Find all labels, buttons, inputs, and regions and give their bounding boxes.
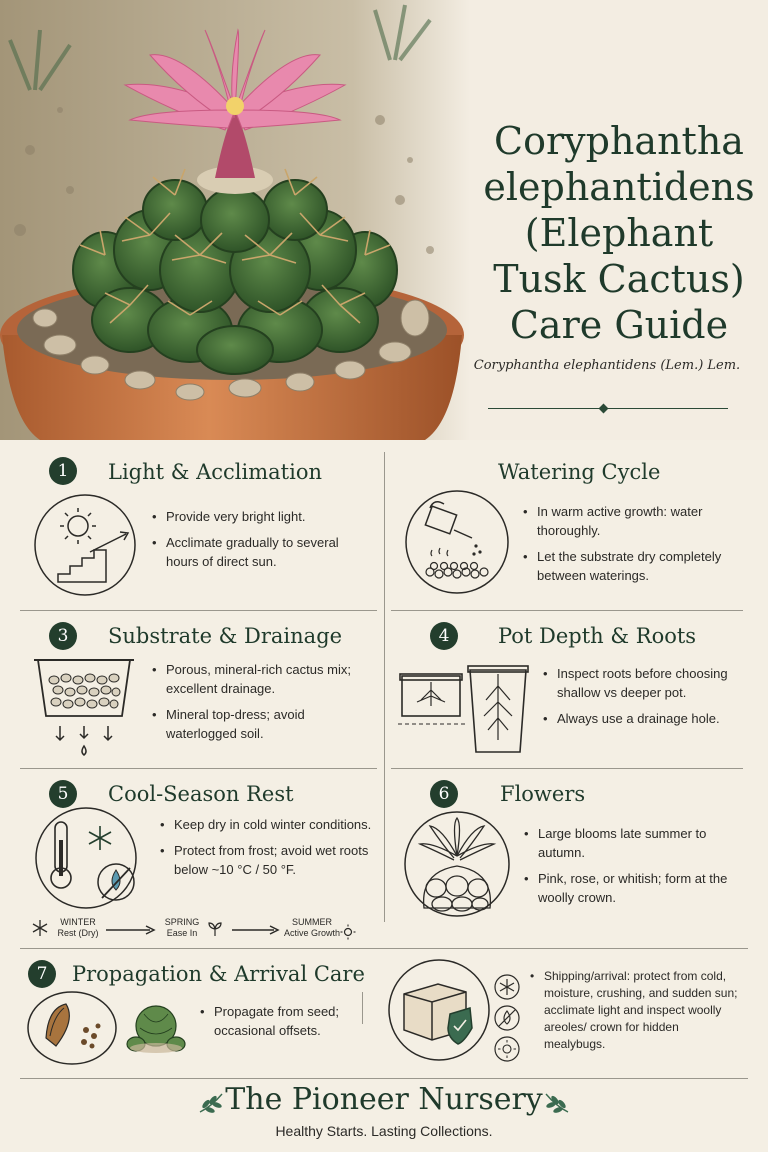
list-item: • Shipping/arrival: protect from cold, moisture, crushing, and sudden sun; acclimate light and inspect woolly areoles/ crown for hidden mealybugs. xyxy=(530,968,742,1053)
section-title: Light & Acclimation xyxy=(108,460,322,484)
list-item: • Protect from frost; avoid wet roots below ~10 °C / 50 °F. xyxy=(160,841,375,879)
season-summer: SUMMER Active Growth xyxy=(283,917,341,938)
section-number: 7 xyxy=(28,960,56,988)
list-item: • Acclimate gradually to several hours of direct sun. xyxy=(152,533,372,571)
row-divider xyxy=(391,768,743,769)
thermometer-icon xyxy=(28,806,144,910)
list-item: • Pink, rose, or whitish; form at the woolly crown. xyxy=(524,869,739,907)
row-divider xyxy=(20,768,377,769)
sprout-icon xyxy=(206,920,224,938)
divider-diamond-icon xyxy=(599,404,609,414)
section-title: Flowers xyxy=(500,782,586,806)
season-winter: WINTER Rest (Dry) xyxy=(57,917,99,938)
section-title: Substrate & Drainage xyxy=(108,624,343,648)
list-item: • Keep dry in cold winter conditions. xyxy=(160,815,375,834)
row-divider xyxy=(20,610,377,611)
snowflake-icon xyxy=(89,826,111,850)
sun-icon xyxy=(494,1036,520,1062)
footer-divider xyxy=(20,1078,748,1079)
sun-stairs-icon xyxy=(30,490,140,600)
watering-can-icon xyxy=(404,486,510,596)
seed-icon xyxy=(26,990,118,1066)
row-divider xyxy=(20,948,748,949)
arrow-right-icon xyxy=(230,924,280,936)
page-title: Coryphantha elephantidens (Elephant Tusk Cactus) Care Guide xyxy=(483,119,755,347)
snowflake-icon xyxy=(30,918,50,938)
cactus-photo xyxy=(0,0,470,440)
list-item: • Porous, mineral-rich cactus mix; excellent drainage. xyxy=(152,660,372,698)
leaf-sprig-icon xyxy=(542,1090,572,1116)
section-title: Pot Depth & Roots xyxy=(498,624,697,648)
section-number: 4 xyxy=(430,622,458,650)
list-item: • Mineral top-dress; avoid waterlogged soil. xyxy=(152,705,372,743)
section-number: 1 xyxy=(49,457,77,485)
snowflake-icon xyxy=(494,974,520,1000)
shipping-box-icon xyxy=(386,958,492,1062)
section-title: Watering Cycle xyxy=(498,460,661,484)
list-item: • Large blooms late summer to autumn. xyxy=(524,824,739,862)
brand-name: The Pioneer Nursery xyxy=(225,1082,543,1117)
section-number: 3 xyxy=(49,622,77,650)
season-spring: SPRING Ease In xyxy=(164,917,200,938)
arrow-right-icon xyxy=(104,924,156,936)
column-divider xyxy=(362,992,363,1024)
list-item: • In warm active growth: water thoroughly. xyxy=(523,502,733,540)
list-item: • Always use a drainage hole. xyxy=(543,709,743,728)
tagline: Healthy Starts. Lasting Collections. xyxy=(275,1123,493,1139)
drainage-pot-icon xyxy=(32,650,136,762)
section-number: 5 xyxy=(49,780,77,808)
hero-banner xyxy=(0,0,768,440)
list-item: • Propagate from seed; occasional offsets. xyxy=(200,1002,350,1040)
no-water-icon xyxy=(494,1005,520,1031)
section-title: Propagation & Arrival Care xyxy=(72,962,365,986)
column-divider xyxy=(384,452,385,922)
scientific-name: Coryphantha elephantidens (Lem.) Lem. xyxy=(473,358,741,373)
list-item: • Inspect roots before choosing shallow vs deeper pot. xyxy=(543,664,743,702)
pot-roots-icon xyxy=(398,662,534,758)
list-item: • Let the substrate dry completely between waterings. xyxy=(523,547,733,585)
sun-icon xyxy=(340,924,356,940)
section-number: 6 xyxy=(430,780,458,808)
offset-cactus-icon xyxy=(124,1000,186,1056)
section-title: Cool-Season Rest xyxy=(108,782,294,806)
cactus-flower-icon xyxy=(402,808,512,920)
list-item: • Provide very bright light. xyxy=(152,507,372,526)
row-divider xyxy=(391,610,743,611)
